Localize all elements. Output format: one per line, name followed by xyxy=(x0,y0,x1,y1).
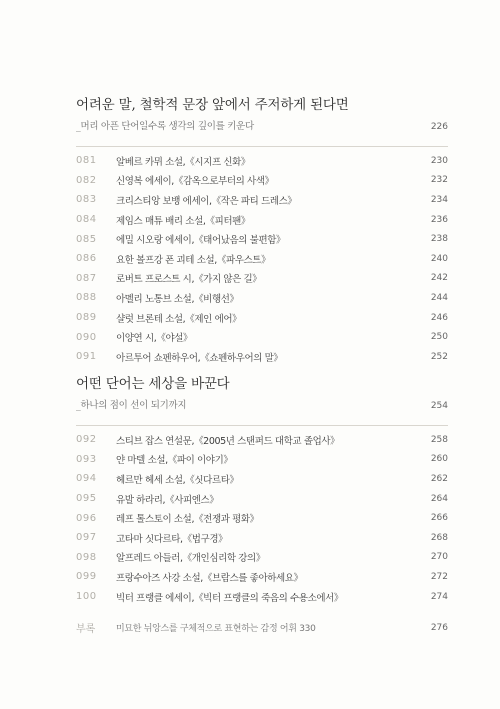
entry-page-number: 264 xyxy=(430,493,448,504)
section-title: 어떤 단어는 세상을 바꾼다 xyxy=(76,376,230,392)
appendix-label: 부록 xyxy=(76,624,96,635)
entry-title: 크리스티앙 보뱅 에세이,《작은 파티 드레스》 xyxy=(116,195,297,207)
entry-title: 샬럿 브론테 소설,《제인 에어》 xyxy=(116,313,242,325)
entry-number: 098 xyxy=(76,551,97,563)
entry-page-number: 232 xyxy=(430,175,448,186)
entry-title: 레프 톨스토이 소설,《전쟁과 평화》 xyxy=(116,514,259,526)
toc-entry[interactable] xyxy=(76,587,448,607)
entry-page-number: 268 xyxy=(430,532,448,543)
entry-page-number: 242 xyxy=(430,273,448,284)
entry-number: 089 xyxy=(76,312,97,324)
entry-number: 099 xyxy=(76,571,97,583)
toc-entry[interactable] xyxy=(76,469,448,489)
entry-number: 090 xyxy=(76,331,97,343)
entry-title: 요한 볼프강 폰 괴테 소설,《파우스트》 xyxy=(116,254,271,266)
entry-number: 094 xyxy=(76,473,97,485)
entry-number: 100 xyxy=(76,591,97,603)
section-subtitle: _하나의 점이 선이 되기까지 xyxy=(76,400,187,411)
entry-number: 091 xyxy=(76,351,97,363)
section-page-number: 254 xyxy=(430,401,448,411)
entry-title: 스티브 잡스 연설문,《2005년 스탠퍼드 대학교 졸업사》 xyxy=(116,435,340,447)
toc-entry[interactable] xyxy=(76,450,448,470)
entry-number: 082 xyxy=(76,174,97,186)
entry-list xyxy=(76,151,448,367)
entry-title: 프랑수아즈 사강 소설,《브람스를 좋아하세요》 xyxy=(116,572,303,584)
toc-entry[interactable] xyxy=(76,210,448,230)
entry-number: 095 xyxy=(76,493,97,505)
entry-title: 아멜리 노통브 소설,《비행선》 xyxy=(116,293,239,305)
entry-number: 084 xyxy=(76,214,97,226)
entry-page-number: 266 xyxy=(430,513,448,524)
entry-title: 에밀 시오랑 에세이,《태어났음의 불편함》 xyxy=(116,235,286,247)
entry-number: 092 xyxy=(76,434,97,446)
entry-number: 096 xyxy=(76,512,97,524)
entry-page-number: 246 xyxy=(430,312,448,323)
entry-page-number: 272 xyxy=(430,571,448,582)
entry-title: 신영복 에세이,《감옥으로부터의 사색》 xyxy=(116,176,274,188)
toc-entry[interactable] xyxy=(76,567,448,587)
toc-entry[interactable] xyxy=(76,489,448,509)
entry-title: 이양연 시,《야설》 xyxy=(116,333,193,345)
entry-page-number: 270 xyxy=(430,552,448,563)
toc-entry[interactable] xyxy=(76,327,448,347)
section-subtitle: _머리 아픈 단어일수록 생각의 깊이를 키운다 xyxy=(76,121,254,132)
entry-page-number: 234 xyxy=(430,194,448,205)
entry-page-number: 244 xyxy=(430,292,448,303)
entry-title: 알프레드 아들러,《개인심리학 강의》 xyxy=(116,553,265,565)
toc-section xyxy=(76,375,448,606)
entry-title: 알베르 카뮈 소설,《시지프 신화》 xyxy=(116,156,251,168)
toc-section xyxy=(76,96,448,367)
entry-number: 083 xyxy=(76,194,97,206)
entry-page-number: 236 xyxy=(430,214,448,225)
toc-entry[interactable] xyxy=(76,151,448,171)
entry-title: 아르투어 쇼펜하우어,《쇼펜하우어의 말》 xyxy=(116,352,283,364)
entry-page-number: 238 xyxy=(430,234,448,245)
toc-entry[interactable] xyxy=(76,430,448,450)
toc-entry[interactable] xyxy=(76,347,448,367)
entry-page-number: 274 xyxy=(430,591,448,602)
entry-page-number: 262 xyxy=(430,473,448,484)
entry-number: 097 xyxy=(76,532,97,544)
entry-list xyxy=(76,430,448,606)
entry-title: 유발 하라리,《사피엔스》 xyxy=(116,494,219,506)
appendix-page-number: 276 xyxy=(430,622,448,633)
entry-title: 빅터 프랭클 에세이,《빅터 프랭클의 죽음의 수용소에서》 xyxy=(116,592,344,604)
entry-page-number: 252 xyxy=(430,351,448,362)
entry-title: 고타마 싯다르타,《법구경》 xyxy=(116,533,228,545)
section-page-number: 226 xyxy=(430,122,448,132)
section-subtitle-row xyxy=(76,397,448,426)
entry-page-number: 250 xyxy=(430,332,448,343)
entry-page-number: 258 xyxy=(430,434,448,445)
toc-entry[interactable] xyxy=(76,548,448,568)
entry-number: 086 xyxy=(76,253,97,265)
toc-entry[interactable] xyxy=(76,528,448,548)
entry-page-number: 240 xyxy=(430,253,448,264)
toc-entry[interactable] xyxy=(76,190,448,210)
entry-title: 얀 마텔 소설,《파이 이야기》 xyxy=(116,455,233,467)
entry-number: 088 xyxy=(76,292,97,304)
entry-page-number: 230 xyxy=(430,155,448,166)
entry-title: 헤르만 헤세 소설,《싯다르타》 xyxy=(116,474,239,486)
entry-number: 087 xyxy=(76,272,97,284)
toc-entry[interactable] xyxy=(76,269,448,289)
entry-title: 로버트 프로스트 시,《가지 않은 길》 xyxy=(116,274,262,286)
entry-title: 제임스 매튜 배리 소설,《피터팬》 xyxy=(116,215,251,227)
appendix-entry[interactable] xyxy=(76,620,448,635)
toc-entry[interactable] xyxy=(76,308,448,328)
toc-entry[interactable] xyxy=(76,508,448,528)
toc-entry[interactable] xyxy=(76,171,448,191)
toc-entry[interactable] xyxy=(76,229,448,249)
section-title: 어려운 말, 철학적 문장 앞에서 주저하게 된다면 xyxy=(76,97,349,113)
appendix-title: 미묘한 뉘앙스를 구체적으로 표현하는 감정 어휘 330 xyxy=(116,624,316,634)
entry-number: 085 xyxy=(76,233,97,245)
entry-number: 093 xyxy=(76,453,97,465)
toc-entry[interactable] xyxy=(76,288,448,308)
entry-number: 081 xyxy=(76,155,97,167)
entry-page-number: 260 xyxy=(430,454,448,465)
section-subtitle-row xyxy=(76,118,448,147)
toc-entry[interactable] xyxy=(76,249,448,269)
